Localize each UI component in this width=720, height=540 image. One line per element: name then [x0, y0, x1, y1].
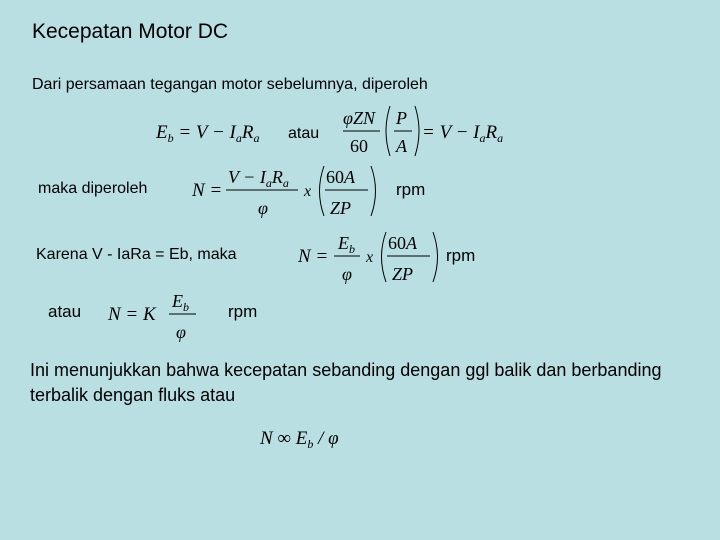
svg-text:φZN: φZN: [343, 108, 375, 128]
equation-speed-2: [296, 230, 446, 286]
svg-text:Eb: $E_b$: [338, 233, 355, 256]
svg-text:N = K: N = K: [108, 304, 156, 325]
svg-text:φ: φ: [176, 322, 186, 342]
svg-text:N ∞ Eb / φ: N ∞ $E_b$ / φ: [260, 428, 339, 451]
svg-text:A: A: [396, 136, 407, 156]
svg-text:= V − IaRa: = $V - I_aR_a$: [422, 122, 504, 145]
conclusion-text: Ini menunjukkan bahwa kecepatan sebanding dengan ggl balik dan berbanding terbalik dengan fluks atau: [30, 360, 662, 405]
svg-text:ZP: ZP: [392, 264, 414, 284]
label-karena: Karena V - IaRa = Eb, maka: [36, 246, 237, 263]
svg-text:N =: N =: [298, 246, 329, 267]
svg-text:60: 60: [350, 136, 368, 156]
label-maka-diperoleh: maka diperoleh: [38, 180, 148, 197]
equation-speed-1: [188, 164, 388, 220]
label-atau: atau: [48, 302, 82, 321]
slide-title: Kecepatan Motor DC: [32, 20, 229, 43]
unit-rpm-row2: rpm: [396, 180, 426, 199]
svg-text:x: x: [304, 183, 312, 200]
svg-text:P: P: [396, 108, 407, 128]
svg-text:Eb: $E_b$: [172, 291, 189, 314]
unit-rpm-row3: rpm: [446, 246, 476, 265]
equation-back-emf: [150, 104, 530, 160]
svg-text:φ: φ: [258, 198, 268, 218]
unit-rpm-row4: rpm: [228, 302, 258, 321]
svg-text:60A: 60A: [388, 233, 417, 253]
equation-speed-3: [106, 288, 206, 344]
connector-atau: atau: [288, 125, 320, 142]
svg-text:V − IaRa: $V - I_aR_a$: [228, 167, 289, 190]
intro-text: Dari persamaan tegangan motor sebelumnya, diperoleh: [32, 76, 428, 93]
svg-text:ZP: ZP: [330, 198, 352, 218]
equation-proportional: [258, 424, 358, 454]
svg-text:60A: 60A: [326, 167, 355, 187]
svg-text:Eb = V − IaRa: $E_b = V - I_aR_a$: [156, 122, 260, 145]
svg-text:φ: φ: [342, 264, 352, 284]
svg-text:N =: N =: [192, 180, 223, 201]
svg-text:x: x: [366, 249, 374, 266]
